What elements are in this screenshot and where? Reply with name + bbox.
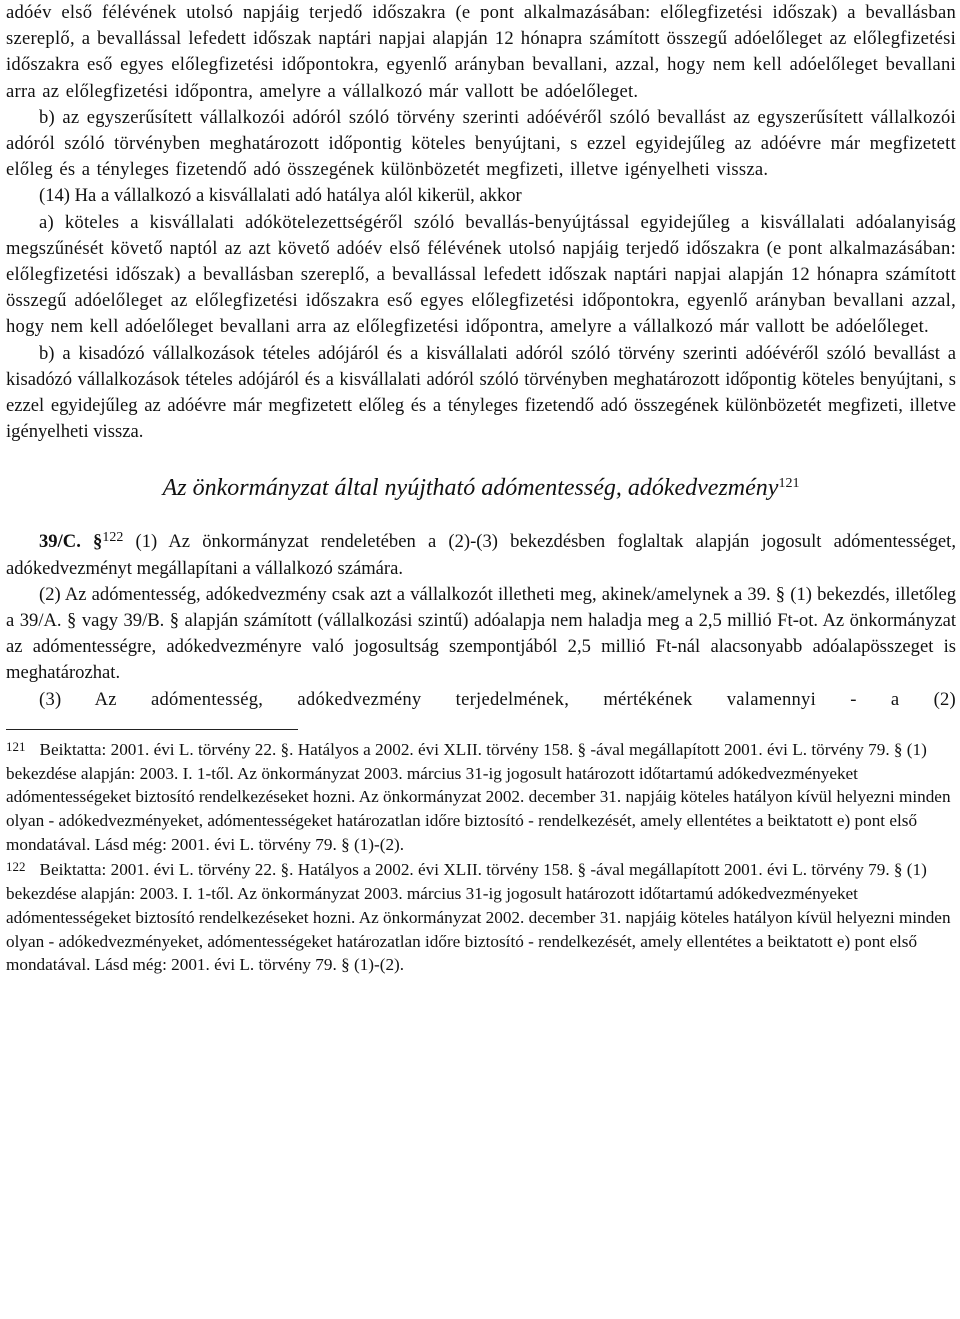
paragraph-b-ekva: b) az egyszerűsített vállalkozói adóról szóló törvény szerinti adóévéről szóló bevallást az egyszerűsített vállalkozói adóról szóló törvényben meghatározott időpontig köteles benyújtani, s ezzel egyidejűleg az adóévre már megfizetett előleg és a tényleges fizetendő adó összegének különbözetét megfizeti, illetve igényelheti vissza. <box>6 106 956 181</box>
section-heading-text: Az önkormányzat által nyújtható adómentesség, adókedvezmény <box>162 475 779 502</box>
section-heading <box>6 473 956 503</box>
paragraph-continuation: adóév első félévének utolsó napjáig terjedő időszakra (e pont alkalmazásában: előlegfizetési időszak) a bevallásban szereplő, a bevallással lefedett időszak naptári napjai alapján 12 hónapra számított összegű adóelőleget az előlegfizetési időszakra eső egyes előlegfizetési időpontokra, egyenlő arányban bevallani, azzal, hogy nem kell adóelőleget bevallani arra az előlegfizetési időpontra, amelyre a vállalkozó már vallott be adóelőleget. <box>6 2 956 102</box>
section-number: 39/C. § <box>39 531 103 553</box>
footnotes <box>6 738 956 977</box>
footnote-text: Beiktatta: 2001. évi L. törvény 22. §. Hatályos a 2002. évi XLII. törvény 158. § -ával megállapított 2001. évi L. törvény 79. § (1) bekezdése alapján: 2003. I. 1-től. Az önkormányzat 2003. március 31-ig jogosult határozott időtartamú adókedvezményeket adómentességeket biztosító rendelkezéseket hozni. Az önkormányzat 2002. december 31. napjáig köteles hatályon kívül helyezni minden olyan - adókedvezményeket, adómentességeket határozatlan időre biztosító - rendelkezését, amely ellentétes a beiktatott e) pont első mondatával. Lásd még: 2001. évi L. törvény 79. § (1)-(2). <box>6 860 951 975</box>
footnote-separator <box>6 729 298 730</box>
section-39c-paragraph-1 <box>6 529 956 581</box>
paragraph-14: (14) Ha a vállalkozó a kisvállalati adó hatálya alól kikerül, akkor <box>39 185 522 207</box>
footnote-mark: 121 <box>6 738 26 754</box>
section-39c-paragraph-3: (3) Az adómentesség, adókedvezmény terjedelmének, mértékének valamennyi - a (2) <box>39 688 956 710</box>
section-39c-p1-text: (1) Az önkormányzat rendeletében a (2)-(3) bekezdésben foglaltak alapján jogosult adómentességet, adókedvezményt megállapítani a vállalkozó számára. <box>6 531 956 579</box>
footnote-text: Beiktatta: 2001. évi L. törvény 22. §. Hatályos a 2002. évi XLII. törvény 158. § -ával megállapított 2001. évi L. törvény 79. § (1) bekezdése alapján: 2003. I. 1-től. Az önkormányzat 2003. március 31-ig jogosult határozott időtartamú adókedvezményeket adómentességeket biztosító rendelkezéseket hozni. Az önkormányzat 2002. december 31. napjáig köteles hatályon kívül helyezni minden olyan - adókedvezményeket, adómentességeket határozatlan időre biztosító - rendelkezését, amely ellentétes a beiktatott e) pont első mondatával. Lásd még: 2001. évi L. törvény 79. § (1)-(2). <box>6 739 951 854</box>
paragraph-14-b: b) a kisadózó vállalkozások tételes adójáról és a kisvállalati adóról szóló törvény szerinti adóévéről szóló bevallást a kisadózó vállalkozások tételes adójáról és a kisvállalati adóról szóló törvényben meghatározott időpontig köteles benyújtani, s ezzel egyidejűleg az adóévre már megfizetett előleg és a tényleges fizetendő adó összegének különbözetét megfizeti, illetve igényelheti vissza. <box>6 342 956 443</box>
section-39c <box>6 529 956 712</box>
footnote-121 <box>6 738 956 857</box>
paragraph-14-a: a) köteles a kisvállalati adókötelezettségéről szóló bevallás-benyújtással egyidejűleg a kisvállalati adóalanyiság megszűnését követő naptól az azt követő adóév első félévének utolsó napjáig terjedő időszakra (e pont alkalmazásában: előlegfizetési időszak) a bevallásban szereplő, a bevallással lefedett időszak naptári napjai alapján 12 hónapra számított összegű adóelőleget az előlegfizetési időszakra eső egyes előlegfizetési időpontokra, egyenlő arányban bevallani azzal, hogy nem kell adóelőleget bevallani arra az előlegfizetési időpontra, amelyre a vállalkozó már vallott be adóelőleget. <box>6 211 956 338</box>
section-39c-paragraph-2: (2) Az adómentesség, adókedvezmény csak azt a vállalkozót illetheti meg, akinek/amelynek a 39. § (1) bekezdés, illetőleg a 39/A. § vagy 39/B. § alapján számított (vállalkozási szintű) adóalapja nem haladja meg a 2,5 millió Ft-ot. Az önkormányzat az adómentességre, adókedvezményre való jogosultság szempontjából 2,5 millió Ft-nál alacsonyabb adóalapösszeget is meghatározhat. <box>6 583 956 684</box>
footnote-mark: 122 <box>6 859 26 875</box>
section-footnote-ref: 122 <box>102 530 124 546</box>
footnote-122 <box>6 858 956 977</box>
document-body <box>6 0 956 445</box>
section-heading-footnote-ref: 121 <box>778 476 800 492</box>
